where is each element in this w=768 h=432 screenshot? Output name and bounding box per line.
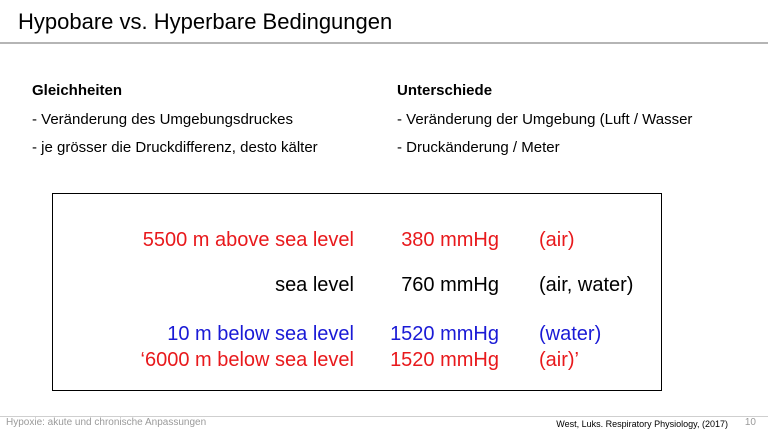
similarities-item: - je grösser die Druckdifferenz, desto kälter xyxy=(32,139,318,156)
level-cell: sea level xyxy=(275,274,354,296)
medium-cell: (air)’ xyxy=(539,349,579,371)
level-cell: 10 m below sea level xyxy=(167,323,354,345)
differences-heading: Unterschiede xyxy=(397,82,493,99)
pressure-cell: 760 mmHg xyxy=(401,274,499,296)
slide-title: Hypobare vs. Hyperbare Bedingungen xyxy=(18,9,393,34)
medium-cell: (water) xyxy=(539,323,602,345)
title-divider xyxy=(0,42,768,44)
footer-source: West, Luks. Respiratory Physiology, (2017) xyxy=(556,419,728,429)
page-number: 10 xyxy=(744,417,756,428)
differences-item: - Druckänderung / Meter xyxy=(397,139,560,156)
pressure-cell: 1520 mmHg xyxy=(390,323,499,345)
level-cell: ‘6000 m below sea level xyxy=(140,349,354,371)
similarities-item: - Veränderung des Umgebungsdruckes xyxy=(32,110,293,128)
similarities-column xyxy=(32,77,318,163)
similarities-heading: Gleichheiten xyxy=(32,82,123,99)
pressure-table-box xyxy=(52,193,662,391)
footer-lecture-title: Hypoxie: akute und chronische Anpassungen xyxy=(6,417,207,428)
level-cell: 5500 m above sea level xyxy=(142,229,354,251)
pressure-cell: 1520 mmHg xyxy=(390,349,499,371)
pressure-cell: 380 mmHg xyxy=(401,229,499,251)
differences-item: - Veränderung der Umgebung (Luft / Wasser xyxy=(397,110,693,128)
medium-cell: (air, water) xyxy=(539,274,634,296)
differences-column xyxy=(397,77,692,163)
medium-cell: (air) xyxy=(539,229,575,251)
